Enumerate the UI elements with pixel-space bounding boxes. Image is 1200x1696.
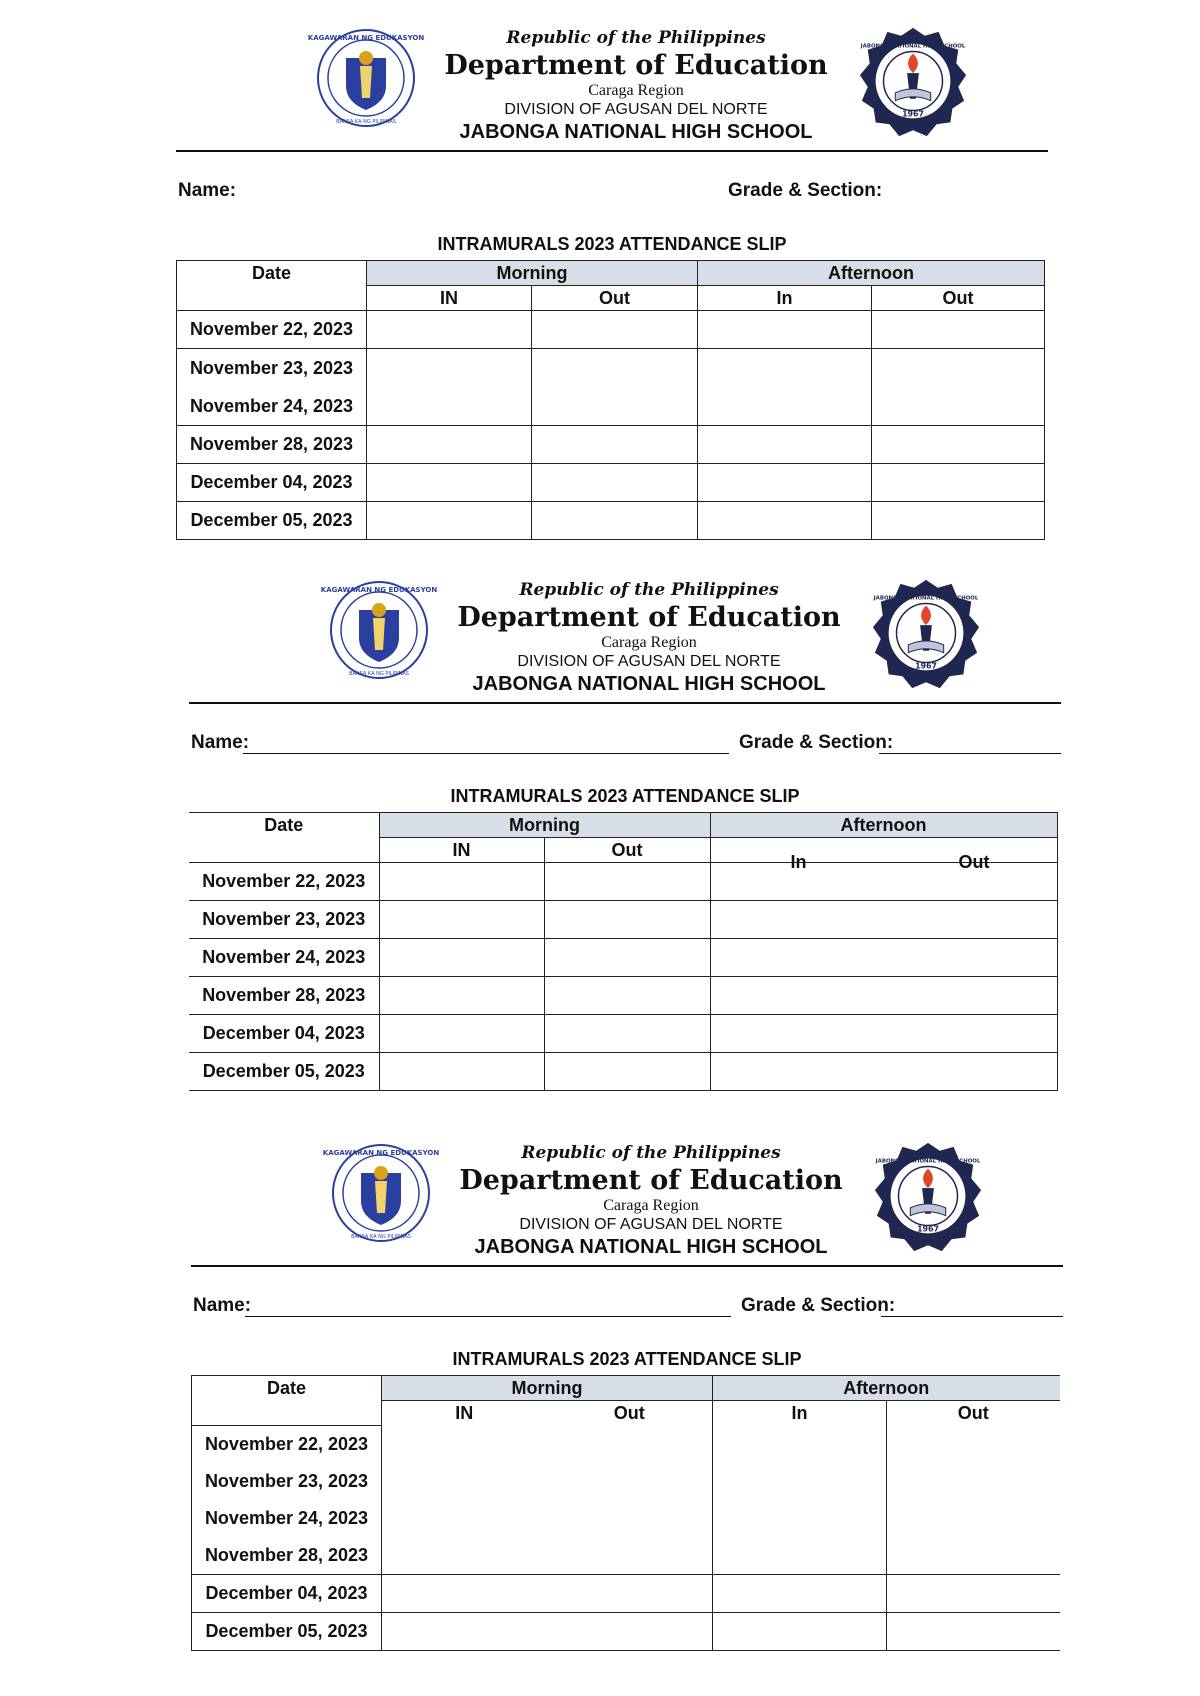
date-cell: November 23, 2023: [189, 901, 379, 939]
afternoon-cell[interactable]: [710, 901, 1057, 939]
afternoon-in-cell[interactable]: [713, 1425, 887, 1463]
date-cell: November 28, 2023: [192, 1537, 382, 1575]
afternoon-out-header: Out: [958, 852, 990, 872]
afternoon-out-cell[interactable]: [872, 311, 1045, 349]
table-row: [192, 1463, 1060, 1500]
department-text: Department of Education: [457, 602, 841, 633]
afternoon-out-cell[interactable]: [872, 426, 1045, 464]
afternoon-out-cell[interactable]: [887, 1612, 1060, 1650]
morning-in-cell[interactable]: [367, 464, 532, 502]
afternoon-out-cell[interactable]: [887, 1574, 1060, 1612]
table-row: [192, 1537, 1060, 1575]
grade-section-input-line[interactable]: [881, 1315, 1063, 1317]
republic-text: Republic of the Philippines: [506, 28, 766, 48]
date-cell: December 05, 2023: [189, 1053, 379, 1091]
name-input-line[interactable]: [243, 752, 729, 754]
morning-in-header: IN: [367, 286, 532, 311]
table-row: [177, 349, 1045, 426]
morning-out-cell[interactable]: [544, 1015, 710, 1053]
header-divider: [191, 1265, 1063, 1267]
division-text: DIVISION OF AGUSAN DEL NORTE: [517, 653, 781, 670]
department-text: Department of Education: [444, 50, 828, 81]
table-row: [177, 311, 1045, 349]
morning-in-cell[interactable]: [379, 863, 544, 901]
slip-title: INTRAMURALS 2023 ATTENDANCE SLIP: [452, 1349, 802, 1369]
name-grade-line: [191, 1295, 1063, 1319]
date-header: Date: [192, 1376, 382, 1426]
morning-out-cell[interactable]: [532, 426, 698, 464]
afternoon-out-cell[interactable]: [887, 1500, 1060, 1537]
morning-in-cell[interactable]: [382, 1463, 547, 1500]
morning-out-cell[interactable]: [532, 349, 698, 426]
afternoon-out-cell[interactable]: [872, 502, 1045, 540]
afternoon-in-cell[interactable]: [713, 1574, 887, 1612]
attendance-table: [176, 260, 1045, 540]
deped-seal-text: KAGAWARAN NG EDUKASYON: [322, 1149, 440, 1157]
afternoon-in-header: In: [698, 286, 872, 311]
table-row: [177, 426, 1045, 464]
slip-title: INTRAMURALS 2023 ATTENDANCE SLIP: [437, 234, 787, 254]
morning-out-cell[interactable]: [547, 1574, 713, 1612]
date-cell: November 22, 2023: [189, 863, 379, 901]
morning-in-cell[interactable]: [367, 426, 532, 464]
deped-seal-icon: [322, 1143, 440, 1243]
afternoon-in-cell[interactable]: [698, 349, 872, 426]
slip-header: [191, 1137, 1071, 1265]
attendance-slip-3: [191, 1137, 1071, 1641]
afternoon-cell[interactable]: [710, 1015, 1057, 1053]
date-cell: November 24, 2023: [189, 939, 379, 977]
school-seal-text: JABONGA NATIONAL HIGH SCHOOL: [875, 1158, 981, 1165]
header-text: [431, 1137, 871, 1259]
morning-out-cell[interactable]: [547, 1425, 713, 1463]
table-row: [189, 939, 1057, 977]
division-text: DIVISION OF AGUSAN DEL NORTE: [504, 101, 768, 118]
slip-title: INTRAMURALS 2023 ATTENDANCE SLIP: [450, 786, 800, 806]
region-text: Caraga Region: [601, 634, 697, 651]
table-row: [192, 1425, 1060, 1463]
afternoon-in-cell[interactable]: [698, 311, 872, 349]
afternoon-in-cell[interactable]: [698, 464, 872, 502]
afternoon-in-header: In: [790, 852, 807, 872]
morning-in-cell[interactable]: [367, 349, 532, 426]
date-header: Date: [189, 813, 379, 863]
header-divider: [189, 702, 1061, 704]
slip-header: [176, 22, 1056, 150]
morning-out-cell[interactable]: [544, 901, 710, 939]
morning-out-cell[interactable]: [544, 977, 710, 1015]
deped-seal-subtext: BANSA KA NG PILIPINAS: [351, 1234, 411, 1240]
morning-out-cell[interactable]: [547, 1612, 713, 1650]
table-row: [189, 977, 1057, 1015]
date-cell: November 22, 2023: [192, 1425, 382, 1463]
afternoon-out-cell[interactable]: [872, 349, 1045, 426]
morning-in-cell[interactable]: [379, 1053, 544, 1091]
grade-section-label: Grade & Section:: [739, 732, 894, 753]
table-row: [189, 863, 1057, 901]
morning-in-cell[interactable]: [382, 1612, 547, 1650]
afternoon-sub-headers: [710, 838, 1057, 872]
name-label: Name:: [178, 180, 237, 201]
deped-seal-icon: [320, 580, 438, 680]
morning-out-cell[interactable]: [547, 1500, 713, 1537]
school-seal-icon: [867, 576, 985, 694]
morning-in-cell[interactable]: [379, 977, 544, 1015]
afternoon-cell[interactable]: [710, 977, 1057, 1015]
date-cell: November 23, 2023: [189, 358, 354, 378]
afternoon-cell[interactable]: [710, 939, 1057, 977]
grade-section-label: Grade & Section:: [741, 1295, 896, 1316]
region-text: Caraga Region: [603, 1197, 699, 1214]
deped-seal-text: KAGAWARAN NG EDUKASYON: [320, 586, 438, 594]
school-seal-icon: [869, 1139, 987, 1257]
morning-in-cell[interactable]: [382, 1537, 547, 1575]
table-row: [189, 1053, 1057, 1091]
date-cell: November 28, 2023: [189, 977, 379, 1015]
date-cell: November 28, 2023: [177, 426, 367, 464]
school-name: JABONGA NATIONAL HIGH SCHOOL: [472, 673, 826, 695]
afternoon-in-cell[interactable]: [698, 426, 872, 464]
region-text: Caraga Region: [588, 82, 684, 99]
header-text: [416, 22, 856, 144]
morning-in-cell[interactable]: [382, 1500, 547, 1537]
school-name: JABONGA NATIONAL HIGH SCHOOL: [474, 1236, 828, 1258]
afternoon-in-cell[interactable]: [713, 1537, 887, 1575]
date-cell: December 04, 2023: [177, 464, 367, 502]
afternoon-in-cell[interactable]: [698, 502, 872, 540]
school-seal-year: 1967: [902, 109, 924, 119]
date-cell: December 05, 2023: [192, 1612, 382, 1650]
morning-in-cell[interactable]: [382, 1574, 547, 1612]
date-cell: December 04, 2023: [189, 1015, 379, 1053]
deped-seal-subtext: BANSA KA NG PILIPINAS: [336, 119, 396, 125]
afternoon-header: Afternoon: [710, 813, 1057, 838]
morning-out-cell[interactable]: [544, 863, 710, 901]
date-cell: November 24, 2023: [189, 396, 354, 416]
school-name: JABONGA NATIONAL HIGH SCHOOL: [459, 121, 813, 143]
date-cell-merged: [177, 349, 367, 426]
table-row: [177, 464, 1045, 502]
afternoon-out-cell[interactable]: [872, 464, 1045, 502]
table-row: [192, 1574, 1060, 1612]
morning-in-cell[interactable]: [379, 1015, 544, 1053]
morning-out-header: Out: [547, 1401, 713, 1426]
deped-seal-icon: [307, 28, 425, 128]
table-row: [177, 502, 1045, 540]
morning-out-cell[interactable]: [547, 1537, 713, 1575]
morning-out-cell[interactable]: [547, 1463, 713, 1500]
name-input-line[interactable]: [245, 1315, 731, 1317]
morning-out-cell[interactable]: [544, 1053, 710, 1091]
deped-seal-text: KAGAWARAN NG EDUKASYON: [307, 34, 425, 42]
table-row: [189, 901, 1057, 939]
date-cell: November 23, 2023: [192, 1463, 382, 1500]
name-label: Name:: [193, 1295, 252, 1316]
republic-text: Republic of the Philippines: [521, 1143, 781, 1163]
attendance-table: [191, 1375, 1060, 1651]
morning-out-cell[interactable]: [544, 939, 710, 977]
afternoon-in-cell[interactable]: [713, 1612, 887, 1650]
morning-in-cell[interactable]: [382, 1425, 547, 1463]
school-seal-icon: [854, 24, 972, 142]
morning-out-cell[interactable]: [532, 502, 698, 540]
table-row: [192, 1612, 1060, 1650]
republic-text: Republic of the Philippines: [519, 580, 779, 600]
table-row: [189, 1015, 1057, 1053]
morning-out-cell[interactable]: [532, 311, 698, 349]
morning-in-cell[interactable]: [379, 939, 544, 977]
header-text: [429, 574, 869, 696]
morning-in-cell[interactable]: [367, 502, 532, 540]
attendance-slip-1: [176, 22, 1056, 530]
school-seal-text: JABONGA NATIONAL HIGH SCHOOL: [860, 43, 966, 50]
morning-out-header: Out: [544, 838, 710, 863]
afternoon-out-header: Out: [872, 286, 1045, 311]
morning-out-cell[interactable]: [532, 464, 698, 502]
date-cell: December 05, 2023: [177, 502, 367, 540]
morning-header: Morning: [379, 813, 710, 838]
afternoon-header: Afternoon: [698, 261, 1045, 286]
department-text: Department of Education: [459, 1165, 843, 1196]
morning-header: Morning: [382, 1376, 713, 1401]
name-grade-line: [189, 732, 1061, 756]
attendance-slip-2: [189, 574, 1069, 1081]
table-row: [192, 1500, 1060, 1537]
afternoon-in-cell[interactable]: [713, 1500, 887, 1537]
morning-in-header: IN: [382, 1401, 547, 1426]
deped-seal-subtext: BANSA KA NG PILIPINAS: [349, 671, 409, 677]
afternoon-in-header: In: [713, 1401, 887, 1426]
afternoon-header: Afternoon: [713, 1376, 1060, 1401]
morning-out-header: Out: [532, 286, 698, 311]
afternoon-cell[interactable]: [710, 1053, 1057, 1091]
attendance-table: [189, 812, 1058, 1091]
grade-section-input-line[interactable]: [879, 752, 1061, 754]
afternoon-out-cell[interactable]: [887, 1537, 1060, 1575]
morning-header: Morning: [367, 261, 698, 286]
school-seal-text: JABONGA NATIONAL HIGH SCHOOL: [873, 595, 979, 602]
school-seal-year: 1967: [915, 661, 937, 671]
date-header: Date: [177, 261, 367, 311]
grade-section-label: Grade & Section:: [728, 180, 883, 201]
morning-in-header: IN: [379, 838, 544, 863]
morning-in-cell[interactable]: [367, 311, 532, 349]
school-seal-year: 1967: [917, 1224, 939, 1234]
division-text: DIVISION OF AGUSAN DEL NORTE: [519, 1216, 783, 1233]
slip-header: [189, 574, 1069, 702]
date-cell: November 24, 2023: [192, 1500, 382, 1537]
afternoon-cell[interactable]: [710, 863, 1057, 901]
name-label: Name:: [191, 732, 250, 753]
name-grade-line: [176, 180, 1048, 204]
morning-in-cell[interactable]: [379, 901, 544, 939]
date-cell: December 04, 2023: [192, 1574, 382, 1612]
header-divider: [176, 150, 1048, 152]
date-cell: November 22, 2023: [177, 311, 367, 349]
afternoon-out-header: Out: [887, 1401, 1060, 1426]
afternoon-in-cell[interactable]: [713, 1463, 887, 1500]
afternoon-out-cell[interactable]: [887, 1463, 1060, 1500]
afternoon-out-cell[interactable]: [887, 1425, 1060, 1463]
